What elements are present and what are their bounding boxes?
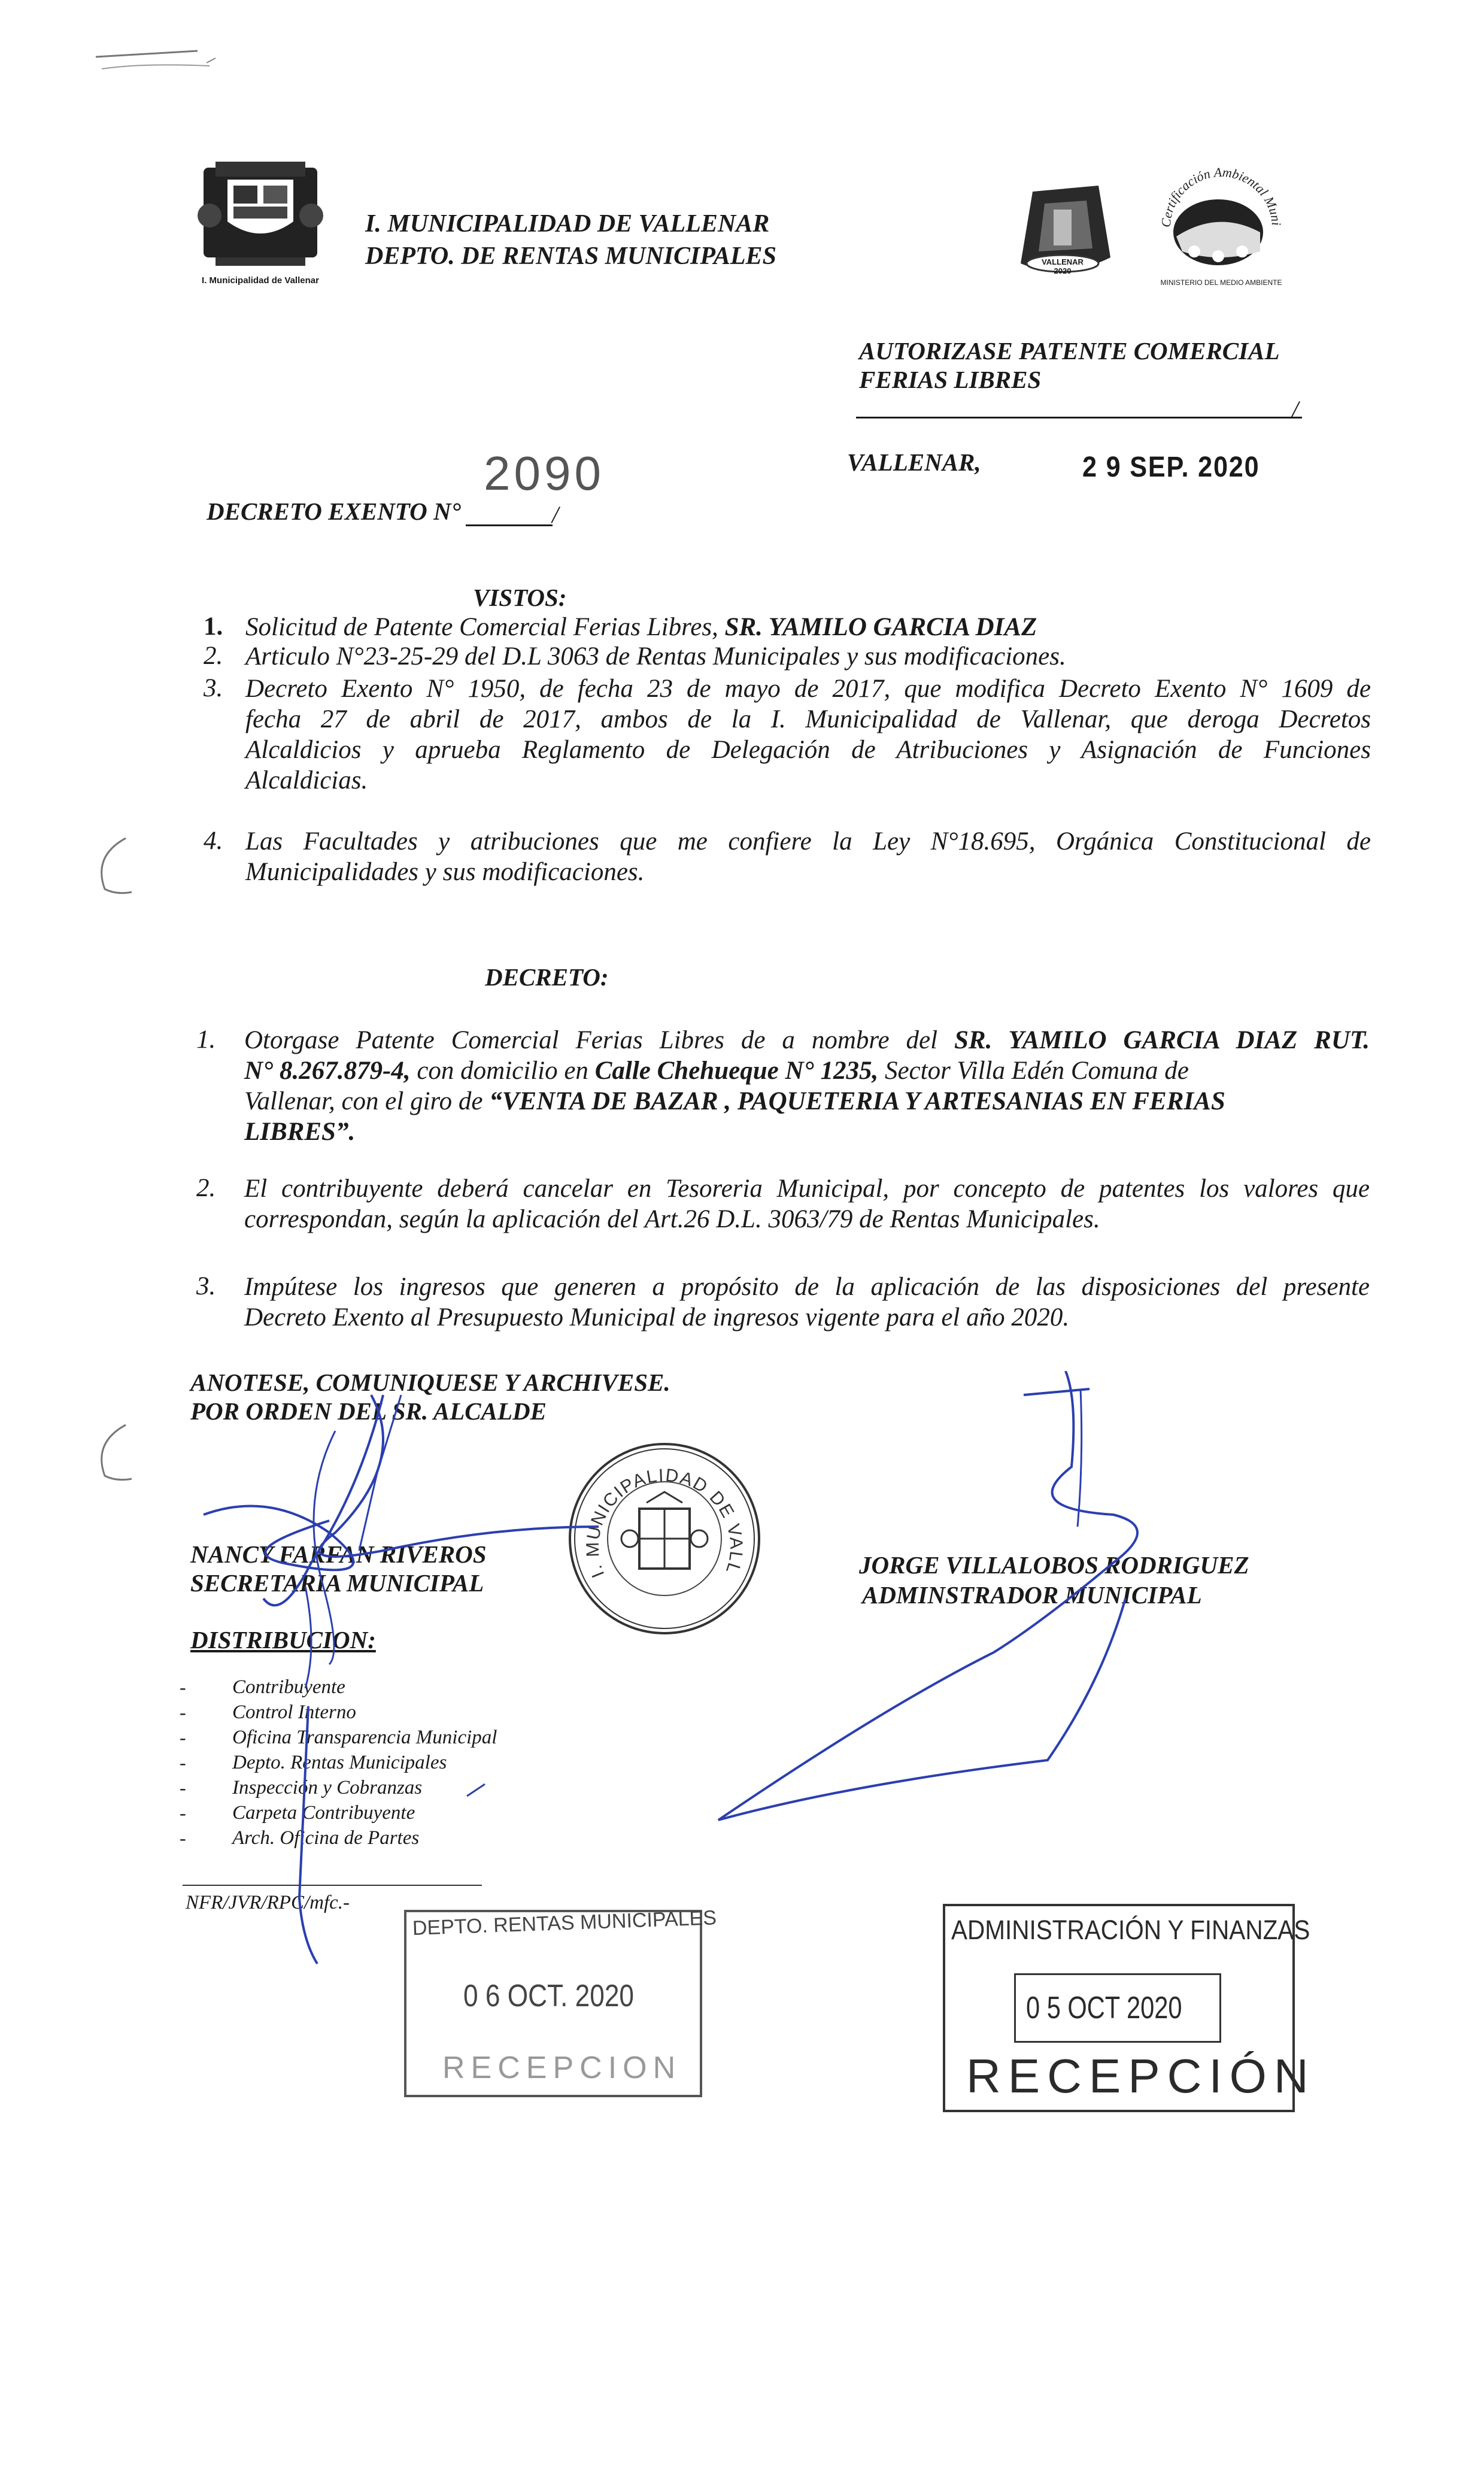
- vistos-item-1: [245, 612, 1037, 642]
- signature-left: [180, 1371, 647, 1970]
- distribution-bullet: -: [180, 1676, 186, 1698]
- distribution-item-label: Oficina Transparencia Municipal: [232, 1727, 497, 1748]
- decreto-item-1-line-3: [244, 1086, 1370, 1117]
- vistos-item-1-text: Solicitud de Patente Comercial Ferias Libres,: [245, 613, 725, 641]
- vistos-number-2: 2.: [204, 642, 223, 670]
- decreto-item-1-l2d: Sector Villa Edén Comuna de: [878, 1057, 1189, 1085]
- decreto-item-1: [244, 1025, 1370, 1147]
- decreto-item-1-line-4: LIBRES”.: [244, 1118, 356, 1146]
- place-label: VALLENAR,: [847, 448, 981, 476]
- subject-line-1: AUTORIZASE PATENTE COMERCIAL: [859, 337, 1280, 365]
- signature-right: [658, 1371, 1173, 1850]
- vistos-item-3-line-3: Alcaldicios y aprueba Reglamento de Delegación de Atribuciones y Asignación de Funciones: [245, 736, 1371, 764]
- distribution-bullet: -: [180, 1727, 186, 1748]
- decreto-item-1-line-1: [244, 1025, 1370, 1055]
- distribution-bullet: -: [180, 1802, 186, 1824]
- decreto-item-1-giro: “VENTA DE BAZAR , PAQUETERIA Y ARTESANIAS EN FERIAS: [489, 1087, 1225, 1115]
- decreto-item-1-rut: N° 8.267.879-4,: [244, 1057, 411, 1085]
- vistos-item-4: [245, 826, 1371, 887]
- decreto-heading: DECRETO:: [485, 963, 609, 991]
- stamp-admin-date: 0 5 OCT 2020: [1026, 1991, 1182, 2025]
- decreto-item-2-line-2: correspondan, según la aplicación del Art.26 D.L. 3063/79 de Rentas Municipales.: [244, 1205, 1100, 1233]
- decreto-item-3: [244, 1272, 1370, 1333]
- vistos-item-4-line-1: Las Facultades y atribuciones que me confiere la Ley N°18.695, Orgánica Constitucional de: [245, 827, 1371, 856]
- decreto-number-2: 2.: [196, 1174, 216, 1202]
- vistos-number-4: 4.: [204, 827, 223, 855]
- stamp-admin-finanzas-recepcion: [943, 1904, 1316, 2112]
- vistos-item-2: Articulo N°23-25-29 del D.L 3063 de Rentas Municipales y sus modificaciones.: [245, 642, 1066, 671]
- distribution-bullet: -: [180, 1752, 186, 1773]
- vallenar-logo-text: VALLENAR 2020: [1042, 257, 1084, 275]
- stamp-admin-footer: RECEPCIÓN: [966, 2049, 1316, 2103]
- decreto-item-2-line-1: El contribuyente deberá cancelar en Tesoreria Municipal, por concepto de patentes los valores que: [244, 1175, 1370, 1203]
- closing-line-2: POR ORDEN DEL SR. ALCALDE: [190, 1397, 547, 1425]
- decreto-item-1-l3a: Vallenar, con el giro de: [244, 1087, 490, 1115]
- distribution-item-label: Depto. Rentas Municipales: [232, 1752, 447, 1773]
- punch-hole-2: [90, 1419, 138, 1485]
- decree-number-underline: [466, 524, 553, 526]
- stamp-rentas-footer: RECEPCION: [442, 2051, 682, 2085]
- stamp-rentas-date: 0 6 OCT. 2020: [463, 1979, 635, 2013]
- right-signatory-name: JORGE VILLALOBOS RODRIGUEZ: [859, 1551, 1249, 1579]
- environmental-certification-seal: [1152, 162, 1290, 293]
- vistos-item-3: [245, 674, 1371, 796]
- distribution-item-label: Arch. Oficina de Partes: [232, 1827, 420, 1849]
- subject-underline: [856, 417, 1302, 418]
- crest-icon: [192, 156, 329, 275]
- distribution-bullet: -: [180, 1827, 186, 1849]
- seal-ring-text: I. MUNICIPALIDAD DE VALL: [582, 1465, 746, 1581]
- subject-line-2: FERIAS LIBRES: [859, 366, 1042, 393]
- subject-end-mark: /: [1292, 396, 1299, 423]
- decree-date: 2 9 SEP. 2020: [1082, 451, 1260, 483]
- crest-caption: I. Municipalidad de Vallenar: [202, 275, 319, 286]
- decreto-item-3-line-2: Decreto Exento al Presupuesto Municipal de ingresos vigente para el año 2020.: [244, 1303, 1070, 1331]
- left-signatory-name: NANCY FARFAN RIVEROS: [190, 1540, 487, 1568]
- punch-hole-1: [90, 832, 138, 898]
- decreto-item-2: [244, 1173, 1370, 1235]
- vistos-item-4-line-2: Municipalidades y sus modificaciones.: [245, 858, 645, 886]
- vistos-item-3-line-4: Alcaldicias.: [245, 766, 368, 794]
- decreto-item-1-address: Calle Chehueque N° 1235,: [594, 1057, 879, 1085]
- distribution-bullet: -: [180, 1701, 186, 1723]
- distribution-item-label: Carpeta Contribuyente: [232, 1802, 415, 1824]
- cert-seal-caption: MINISTERIO DEL MEDIO AMBIENTE: [1160, 278, 1282, 287]
- decree-number-stamp: 2090: [484, 447, 605, 500]
- initials: NFR/JVR/RPC/mfc.-: [186, 1892, 350, 1913]
- stamp-rentas-title: DEPTO. RENTAS MUNICIPALES: [412, 1906, 717, 1940]
- decreto-item-1-l1a: Otorgase Patente Comercial Ferias Libres de a nombre del: [244, 1026, 955, 1054]
- vistos-item-1-name: SR. YAMILO GARCIA DIAZ: [724, 613, 1037, 641]
- left-signatory-title: SECRETARIA MUNICIPAL: [190, 1569, 484, 1597]
- distribution-item-label: Inspección y Cobranzas: [232, 1777, 423, 1798]
- right-signatory-title: ADMINSTRADOR MUNICIPAL: [862, 1581, 1202, 1609]
- decreto-item-1-line-2: [244, 1055, 1370, 1086]
- decree-number-end-mark: /: [552, 501, 559, 528]
- vistos-number-3: 3.: [204, 674, 223, 702]
- decreto-item-1-l1b: SR. YAMILO GARCIA DIAZ RUT.: [954, 1026, 1370, 1054]
- staple-mark: [90, 36, 221, 90]
- decreto-number-3: 3.: [196, 1272, 216, 1300]
- vallenar-2020-logo: [997, 168, 1128, 287]
- vistos-item-3-line-2: fecha 27 de abril de 2017, ambos de la I. Municipalidad de Vallenar, que deroga Decretos: [245, 705, 1371, 733]
- decreto-item-1-l2b: con domicilio en: [410, 1057, 595, 1085]
- vistos-item-3-line-1: Decreto Exento N° 1950, de fecha 23 de mayo de 2017, que modifica Decreto Exento N° 1609 de: [245, 675, 1371, 703]
- municipal-crest-logo: [192, 156, 329, 293]
- decree-number-label: DECRETO EXENTO N°: [207, 498, 461, 525]
- vistos-heading: VISTOS:: [473, 584, 567, 611]
- stamp-admin-title: ADMINISTRACIÓN Y FINANZAS: [951, 1915, 1310, 1945]
- vistos-number-1: 1.: [204, 612, 223, 641]
- decreto-item-3-line-1: Impútese los ingresos que generen a propósito de la aplicación de las disposiciones del presente: [244, 1273, 1370, 1301]
- cert-seal-ring-text: Certificación Ambiental Muni: [1158, 164, 1284, 228]
- distribution-heading: DISTRIBUCION:: [190, 1626, 376, 1654]
- distribution-bullet: -: [180, 1777, 186, 1798]
- decreto-number-1: 1.: [196, 1026, 216, 1054]
- closing-line-1: ANOTESE, COMUNIQUESE Y ARCHIVESE.: [190, 1369, 670, 1396]
- department-name: DEPTO. DE RENTAS MUNICIPALES: [365, 242, 776, 270]
- municipality-name: I. MUNICIPALIDAD DE VALLENAR: [365, 210, 770, 238]
- distribution-item-label: Control Interno: [232, 1701, 356, 1723]
- distribution-item-label: Contribuyente: [232, 1676, 345, 1698]
